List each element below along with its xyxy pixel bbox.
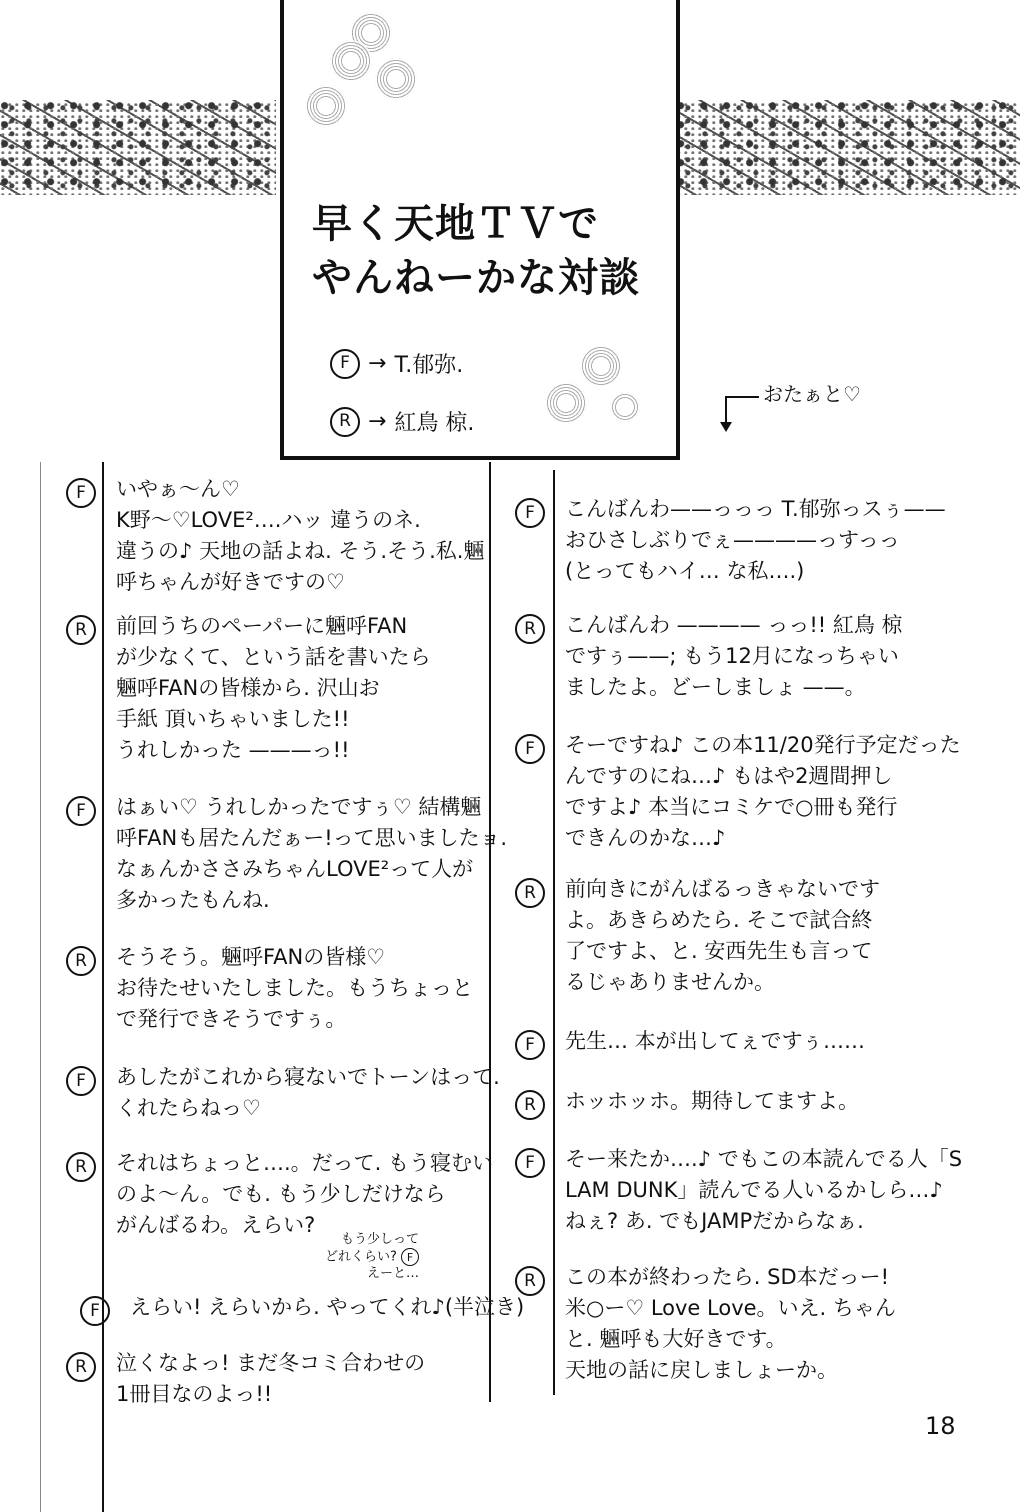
- decorative-texture-right: [676, 100, 1020, 195]
- dialogue-line: 呼FANも居たんだぁー!って思いましたョ.: [116, 826, 508, 850]
- dialogue-line: 泣くなよっ! まだ冬コミ合わせの: [116, 1351, 426, 1375]
- dialogue-line: ですよ♪ 本当にコミケで○冊も発行: [565, 795, 898, 819]
- column-rule: [40, 462, 41, 1512]
- speaker-mark-r: R: [330, 407, 360, 437]
- speaker-mark-f: F: [80, 1296, 110, 1326]
- dialogue-text: [565, 1144, 962, 1237]
- dialogue-line: が少なくて、という話を書いたら: [116, 645, 431, 669]
- dialogue-line: がんばるわ。えらい?: [116, 1213, 316, 1237]
- legend-name: T.郁弥.: [394, 353, 464, 378]
- column-rule: [102, 462, 104, 1512]
- speaker-mark-f: F: [330, 349, 360, 379]
- speaker-mark-f: F: [515, 1030, 545, 1060]
- dialogue-line: ねぇ? あ. でもJAMPだからなぁ.: [565, 1209, 864, 1233]
- speaker-mark-r: R: [66, 946, 96, 976]
- snowflake-decoration: [610, 392, 640, 422]
- dialogue-text: [116, 1348, 425, 1410]
- snowflake-decoration: [375, 58, 417, 100]
- dialogue-line: うれしかった ———っ!!: [116, 738, 350, 762]
- decorative-texture-left: [0, 100, 276, 195]
- dialogue-line: それはちょっと….。だって. もう寝むい: [116, 1151, 494, 1175]
- dialogue-text: [565, 610, 903, 703]
- dialogue-text: [565, 494, 946, 587]
- page-title-line-1: 早く天地ＴＶで: [312, 200, 599, 247]
- speaker-mark-f: F: [66, 478, 96, 508]
- dialogue-line: そうそう。魎呼FANの皆様♡: [116, 945, 386, 969]
- dialogue-line: 手紙 頂いちゃいました!!: [116, 707, 350, 731]
- dialogue-line: ですぅ——; もう12月になっちゃい: [565, 644, 899, 668]
- dialogue-line: はぁい♡ うれしかったですぅ♡ 結構魎: [116, 795, 482, 819]
- speaker-mark-r: R: [515, 1090, 545, 1120]
- dialogue-text: [116, 1062, 500, 1124]
- dialogue-line: よ。あきらめたら. そこで試合終: [565, 908, 873, 932]
- dialogue-line: で発行できそうですぅ。: [116, 1007, 347, 1031]
- legend-r: [330, 406, 474, 437]
- snowflake-decoration: [580, 345, 622, 387]
- dialogue-line: ましたよ。どーしましょ ——。: [565, 675, 866, 699]
- dialogue-line: こんばんわ ———— っっ!! 紅鳥 椋: [565, 613, 903, 637]
- dialogue-line: 呼ちゃんが好きですの♡: [116, 570, 345, 594]
- side-note: [325, 1232, 419, 1282]
- dialogue-line: そーですね♪ この本11/20発行予定だった: [565, 733, 961, 757]
- dialogue-text: [130, 1292, 524, 1323]
- down-arrow-icon: [725, 396, 759, 428]
- dialogue-line: くれたらねっ♡: [116, 1096, 261, 1120]
- dialogue-line: と. 魎呼も大好きです。: [565, 1327, 787, 1351]
- dialogue-text: [116, 942, 473, 1035]
- snowflake-decoration: [305, 85, 347, 127]
- dialogue-line: そー来たか….♪ でもこの本読んでる人「S: [565, 1147, 963, 1171]
- snowflake-decoration: [545, 382, 587, 424]
- speaker-mark-r: R: [515, 878, 545, 908]
- dialogue-text: [565, 1262, 896, 1386]
- dialogue-line: おひさしぶりでぇ————っすっっ: [565, 528, 900, 552]
- dialogue-line: んですのにね…♪ もはや2週間押し: [565, 764, 893, 788]
- column-rule: [553, 470, 555, 1395]
- dialogue-text: [116, 474, 484, 598]
- dialogue-text: [116, 792, 507, 916]
- dialogue-line: 米○ー♡ Love Love。いえ. ちゃん: [565, 1296, 896, 1320]
- dialogue-text: [116, 611, 431, 766]
- side-note-line: どれくらい? F: [325, 1248, 419, 1266]
- dialogue-line: LAM DUNK」読んでる人いるかしら…♪: [565, 1178, 943, 1202]
- page-title-line-2: やんねーかな対談: [312, 254, 640, 301]
- dialogue-line: るじゃありませんか。: [565, 970, 775, 994]
- speaker-mark-r: R: [515, 614, 545, 644]
- dialogue-line: 違うの♪ 天地の話よね. そう.そう.私.魎: [116, 539, 485, 563]
- dialogue-line: 了ですよ、と. 安西先生も言って: [565, 939, 873, 963]
- dialogue-line: いやぁ〜ん♡: [116, 477, 240, 501]
- dialogue-line: 天地の話に戻しましょーか。: [565, 1358, 838, 1382]
- dialogue-line: のよ〜ん。でも. もう少しだけなら: [116, 1182, 446, 1206]
- page-number: 18: [925, 1412, 956, 1440]
- speaker-mark: F: [401, 1248, 419, 1266]
- speaker-mark-f: F: [515, 734, 545, 764]
- arrow-icon: →: [368, 409, 387, 434]
- dialogue-text: [565, 874, 880, 998]
- speaker-mark-r: R: [66, 1152, 96, 1182]
- speaker-mark-r: R: [66, 615, 96, 645]
- dialogue-text: [565, 1086, 859, 1117]
- dialogue-line: 多かったもんね.: [116, 888, 270, 912]
- dialogue-text: [565, 1026, 865, 1057]
- dialogue-line: えらい! えらいから. やってくれ♪(半泣き): [130, 1295, 525, 1319]
- dialogue-line: K野〜♡LOVE²….ハッ 違うのネ.: [116, 508, 421, 532]
- dialogue-line: あしたがこれから寝ないでトーンはって.: [116, 1065, 500, 1089]
- dialogue-text: [116, 1148, 493, 1241]
- dialogue-line: できんのかな…♪: [565, 826, 726, 850]
- dialogue-line: 前向きにがんばるっきゃないです: [565, 877, 880, 901]
- speaker-mark-f: F: [66, 796, 96, 826]
- dialogue-line: お待たせいたしました。もうちょっと: [116, 976, 473, 1000]
- side-note-line: もう少しって: [341, 1232, 420, 1247]
- side-note-line: えーと…: [367, 1266, 420, 1281]
- dialogue-line: 1冊目なのよっ!!: [116, 1382, 273, 1406]
- speaker-mark-f: F: [66, 1066, 96, 1096]
- dialogue-line: 魎呼FANの皆様から. 沢山お: [116, 676, 380, 700]
- legend-name: 紅鳥 椋.: [394, 411, 475, 436]
- arrow-icon: →: [368, 351, 387, 376]
- dialogue-line: この本が終わったら. SD本だっー!: [565, 1265, 890, 1289]
- speaker-mark-f: F: [515, 498, 545, 528]
- dialogue-line: (とってもハイ… な私….): [565, 559, 805, 583]
- dialogue-text: [565, 730, 961, 854]
- speaker-mark-r: R: [515, 1266, 545, 1296]
- dialogue-line: こんばんわ——っっっ T.郁弥っスぅ——: [565, 497, 946, 521]
- note-label: おたぁと♡: [763, 382, 861, 406]
- dialogue-line: 前回うちのペーパーに魎呼FAN: [116, 614, 408, 638]
- speaker-mark-r: R: [66, 1352, 96, 1382]
- legend-f: [330, 348, 463, 379]
- dialogue-line: なぁんかささみちゃんLOVE²って人が: [116, 857, 474, 881]
- speaker-mark-f: F: [515, 1148, 545, 1178]
- dialogue-line: ホッホッホ。期待してますよ。: [565, 1089, 859, 1113]
- snowflake-decoration: [330, 40, 372, 82]
- dialogue-line: 先生… 本が出してぇですぅ……: [565, 1029, 866, 1053]
- column-rule: [489, 462, 491, 1402]
